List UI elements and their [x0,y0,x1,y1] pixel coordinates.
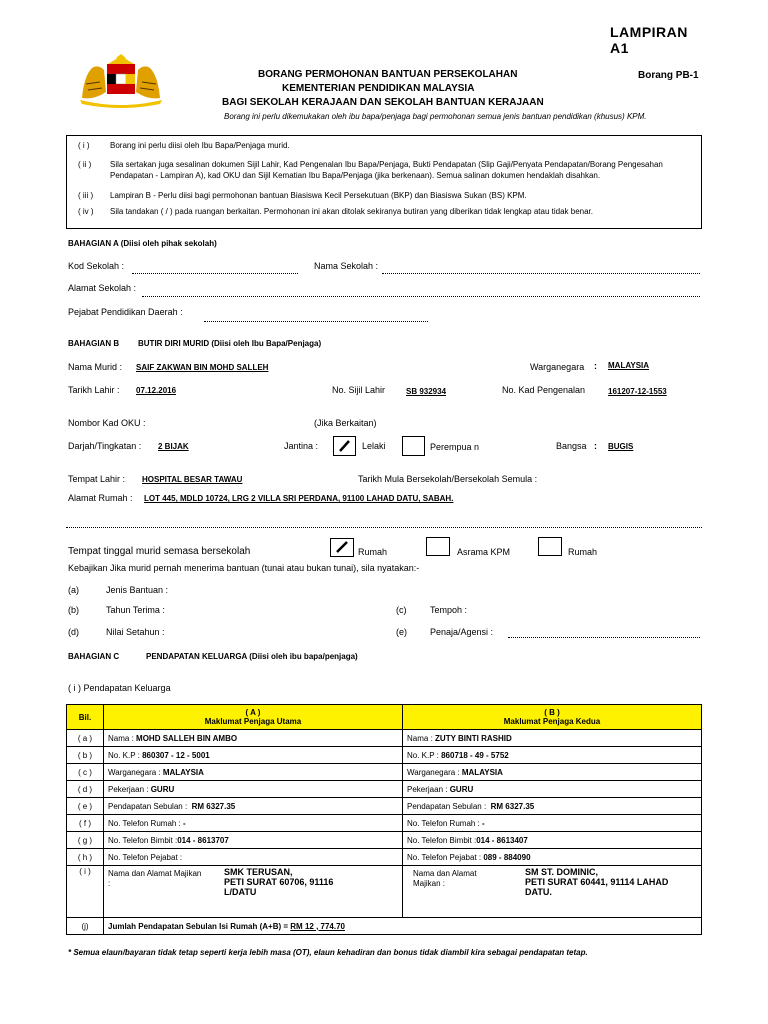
tempat-lahir-label: Tempat Lahir : [68,474,126,484]
instruction-text: Borang ini perlu diisi oleh Ibu Bapa/Penjaga murid. [110,141,290,150]
lampiran-label: LAMPIRAN A1 [610,24,688,56]
col-a-subtitle: Maklumat Penjaga Utama [204,717,302,726]
cell-label: No. Telefon Bimbit : [108,835,178,845]
total-value: RM 12 , 774.70 [290,921,345,931]
cell-value: - [183,818,186,828]
cell-label: Nama dan Alamat Majikan [108,869,202,878]
check-mark-icon [334,437,355,455]
cell-label: No. Telefon Rumah : [108,818,181,828]
cell-label: Pekerjaan : [108,784,149,794]
cell-label: Nama : [108,733,134,743]
section-b-heading: BUTIR DIRI MURID (Diisi oleh Ibu Bapa/Penjaga) [138,339,322,348]
table-row [67,918,702,935]
section-c-subheading: ( i ) Pendapatan Keluarga [68,683,171,693]
cell-label: Nama dan Alamat [413,869,477,878]
cell-label: No. Telefon Bimbit : [407,835,477,845]
form-title-2: KEMENTERIAN PENDIDIKAN MALAYSIA [282,83,475,94]
cell-label: Warganegara : [407,767,460,777]
alamat-rumah-extra-line[interactable] [66,527,702,528]
table-row [67,764,702,781]
cell-label: No. Telefon Rumah : [407,818,480,828]
cell-value: 089 - 884090 [483,852,531,862]
cell-value: ZUTY BINTI RASHID [435,733,512,743]
col-b-header [403,705,702,730]
row-number: (j) [67,918,104,935]
jantina-label: Jantina : [284,441,319,451]
instruction-text: Pendapatan - Lampiran A), kad OKU dan Sijil Kematian Ibu Bapa/Penjaga (jika berkenaan). Semua salinan dokumen hendaklah disahkan. [110,171,601,180]
instruction-num: ( iii ) [78,191,94,200]
cell-value: GURU [150,784,175,794]
instruction-num: ( ii ) [78,160,92,169]
kp-value[interactable]: 161207-12-1553 [608,387,667,396]
row-number: ( f ) [67,815,104,832]
cell-label: No. K.P : [407,750,439,760]
form-title-1: BORANG PERMOHONAN BANTUAN PERSEKOLAHAN [258,69,518,80]
kod-sekolah-label: Kod Sekolah : [68,261,125,271]
section-c-heading: PENDAPATAN KELUARGA (Diisi oleh ibu bapa/penjaga) [146,652,358,661]
cell-label: No. Telefon Pejabat : [407,852,482,862]
oku-note: (Jika Berkaitan) [314,418,377,428]
check-mark-icon [331,539,353,556]
bangsa-colon: : [594,441,597,451]
nama-sekolah-label: Nama Sekolah : [314,261,379,271]
cell-value: MALAYSIA [162,767,204,777]
cell-value: 014 - 8613707 [177,835,229,845]
row-number: ( i ) [67,866,104,918]
nama-sekolah-field[interactable] [382,273,700,274]
total-label: Jumlah Pendapatan Sebulan Isi Rumah (A+B) = [108,921,289,931]
item-a-marker: (a) [68,585,79,595]
cell-value: RM 6327.35 [490,801,535,811]
asrama-checkbox[interactable] [426,537,450,556]
table-row [67,849,702,866]
cell-label: Majikan : [413,879,446,888]
tarikh-lahir-value[interactable]: 07.12.2016 [136,386,177,395]
row-number: ( a ) [67,730,104,747]
nilai-setahun-label: Nilai Setahun : [106,627,165,637]
cell-label-colon: : [108,879,111,888]
row-number: ( h ) [67,849,104,866]
cell-a[interactable] [104,747,403,764]
tempoh-label: Tempoh : [430,605,468,615]
alamat-rumah-label: Alamat Rumah : [68,493,133,503]
cell-label: Pendapatan Sebulan : [407,801,487,811]
pejabat-label: Pejabat Pendidikan Daerah : [68,307,183,317]
nama-murid-label: Nama Murid : [68,362,123,372]
col-a-title: ( A ) [245,708,261,717]
cell-b[interactable] [403,798,702,815]
cell-label: No. Telefon Pejabat : [108,852,183,862]
cell-label: Nama : [407,733,433,743]
cell-b[interactable] [403,764,702,781]
section-c-number: BAHAGIAN C [68,652,120,661]
bil-header: Bil. [67,705,104,730]
form-subtitle: Borang ini perlu dikemukakan oleh ibu bapa/penjaga bagi permohonan semua jenis bantuan pendidikan (khusus) KPM. [224,112,647,121]
cell-value: GURU [449,784,474,794]
cell-value: RM 6327.35 [191,801,236,811]
jenis-bantuan-label: Jenis Bantuan : [106,585,169,595]
instruction-text: Sila sertakan juga sesalinan dokumen Sijil Lahir, Kad Pengenalan Ibu Bapa/Penjaga, Bukti Pendapatan (Slip Gaji/Penyata Pendapatan/Borang Pengesahan [110,160,663,169]
cell-a[interactable] [104,798,403,815]
cell-value: MALAYSIA [461,767,503,777]
table-header-row [67,705,702,730]
row-number: ( d ) [67,781,104,798]
cell-b[interactable] [403,747,702,764]
cell-label: No. K.P : [108,750,140,760]
cell-a[interactable] [104,866,403,918]
warganegara-colon: : [594,361,597,371]
tarikh-lahir-label-text: Tarikh Lahir : [68,385,120,395]
kp-label: No. Kad Pengenalan [502,385,586,395]
cell-value: L/DATU [224,887,257,897]
instruction-text: Sila tandakan ( / ) pada ruangan berkaitan. Permohonan ini akan ditolak sekiranya butiran yang diberikan tidak lengkap atau tidak benar. [110,207,593,216]
oku-label: Nombor Kad OKU : [68,418,146,428]
table-row [67,866,702,918]
cell-a[interactable] [104,764,403,781]
row-number: ( e ) [67,798,104,815]
sijil-value[interactable]: SB 932934 [406,387,447,396]
col-a-header [104,705,403,730]
cell-value: PETI SURAT 60706, 91116 [224,877,334,887]
rumah-checkbox[interactable] [330,538,354,557]
darjah-label: Darjah/Tingkatan : [68,441,142,451]
perempuan-label: Perempua n [430,442,480,452]
section-b-number: BAHAGIAN B [68,339,120,348]
instruction-num: ( iv ) [78,207,94,216]
alamat-sekolah-field[interactable] [142,296,700,297]
lelaki-label: Lelaki [362,441,386,451]
table-row [67,798,702,815]
col-b-title: ( B ) [544,708,560,717]
total-cell[interactable] [104,918,702,935]
row-number: ( c ) [67,764,104,781]
asrama-option-label: Asrama KPM [457,547,511,557]
cell-value: 860718 - 49 - 5752 [441,750,509,760]
cell-label: Pendapatan Sebulan : [108,801,188,811]
penaja-field[interactable] [508,637,700,638]
sijil-label: No. Sijil Lahir [332,385,386,395]
penaja-label: Penaja/Agensi : [430,627,494,637]
cell-value: 860307 - 12 - 5001 [142,750,210,760]
col-b-subtitle: Maklumat Penjaga Kedua [503,717,601,726]
cell-b[interactable] [403,866,702,918]
table-row [67,832,702,849]
item-d-marker: (d) [68,627,79,637]
tempat-tinggal-label: Tempat tinggal murid semasa bersekolah [68,546,251,557]
darjah-value[interactable]: 2 BIJAK [158,442,189,451]
tahun-terima-label: Tahun Terima : [106,605,165,615]
warganegara-label: Warganegara [530,362,585,372]
cell-b[interactable] [403,849,702,866]
tarikh-lahir-label [68,385,120,395]
item-c-marker: (c) [396,605,407,615]
cell-b[interactable] [403,832,702,849]
cell-a[interactable] [104,815,403,832]
rumah2-option-label: Rumah [568,547,598,557]
family-income-table [66,704,702,935]
cell-a[interactable] [104,781,403,798]
cell-value: 014 - 8613407 [476,835,528,845]
cell-value: SMK TERUSAN, [224,867,293,877]
section-a-heading: BAHAGIAN A (Diisi oleh pihak sekolah) [68,239,217,248]
nama-murid-value[interactable]: SAIF ZAKWAN BIN MOHD SALLEH [136,363,269,372]
cell-a[interactable] [104,832,403,849]
cell-value: MOHD SALLEH BIN AMBO [136,733,238,743]
alamat-rumah-value[interactable]: LOT 445, MDLD 10724, LRG 2 VILLA SRI PERDANA, 91100 LAHAD DATU, SABAH. [144,494,454,503]
item-e-marker: (e) [396,627,407,637]
cell-b[interactable] [403,781,702,798]
instruction-text: Lampiran B - Perlu diisi bagi permohonan bantuan Biasiswa Kecil Persekutuan (BKP) dan Biasiswa Sukan (BS) KPM. [110,191,527,200]
cell-value: - [482,818,485,828]
perempuan-checkbox[interactable] [402,436,425,456]
rumah-option-label: Rumah [358,547,388,557]
cell-a[interactable] [104,849,403,866]
malaysia-crest-logo [72,54,170,110]
table-row [67,815,702,832]
rumah2-checkbox[interactable] [538,537,562,556]
cell-label: Warganegara : [108,767,161,777]
cell-b[interactable] [403,815,702,832]
item-b-marker: (b) [68,605,79,615]
cell-b[interactable] [403,730,702,747]
lelaki-checkbox[interactable] [333,436,356,456]
row-number: ( b ) [67,747,104,764]
cell-value: PETI SURAT 60441, 91114 LAHAD DATU. [525,877,669,897]
table-row [67,781,702,798]
pejabat-field[interactable] [204,321,428,322]
table-row [67,747,702,764]
footnote: * Semua elaun/bayaran tidak tetap seperti kerja lebih masa (OT), elaun kehadiran dan bonus tidak diambil kira sebagai pendapatan tetap. [68,948,588,957]
instruction-num: ( i ) [78,141,90,150]
table-row [67,730,702,747]
kod-sekolah-field[interactable] [132,273,298,274]
form-code: Borang PB-1 [638,70,699,81]
tarikh-mula-label: Tarikh Mula Bersekolah/Bersekolah Semula : [358,474,538,484]
kebajikan-text: Kebajikan Jika murid pernah menerima bantuan (tunai atau bukan tunai), sila nyatakan:- [68,563,420,573]
cell-label: Pekerjaan : [407,784,448,794]
bangsa-label: Bangsa [556,441,587,451]
tempat-lahir-value[interactable]: HOSPITAL BESAR TAWAU [142,475,243,484]
alamat-sekolah-label: Alamat Sekolah : [68,283,137,293]
warganegara-value[interactable]: MALAYSIA [608,361,650,370]
cell-value: SM ST. DOMINIC, [525,867,599,877]
bangsa-value[interactable]: BUGIS [608,442,634,451]
form-title-3: BAGI SEKOLAH KERAJAAN DAN SEKOLAH BANTUAN KERAJAAN [222,97,544,108]
cell-a[interactable] [104,730,403,747]
row-number: ( g ) [67,832,104,849]
